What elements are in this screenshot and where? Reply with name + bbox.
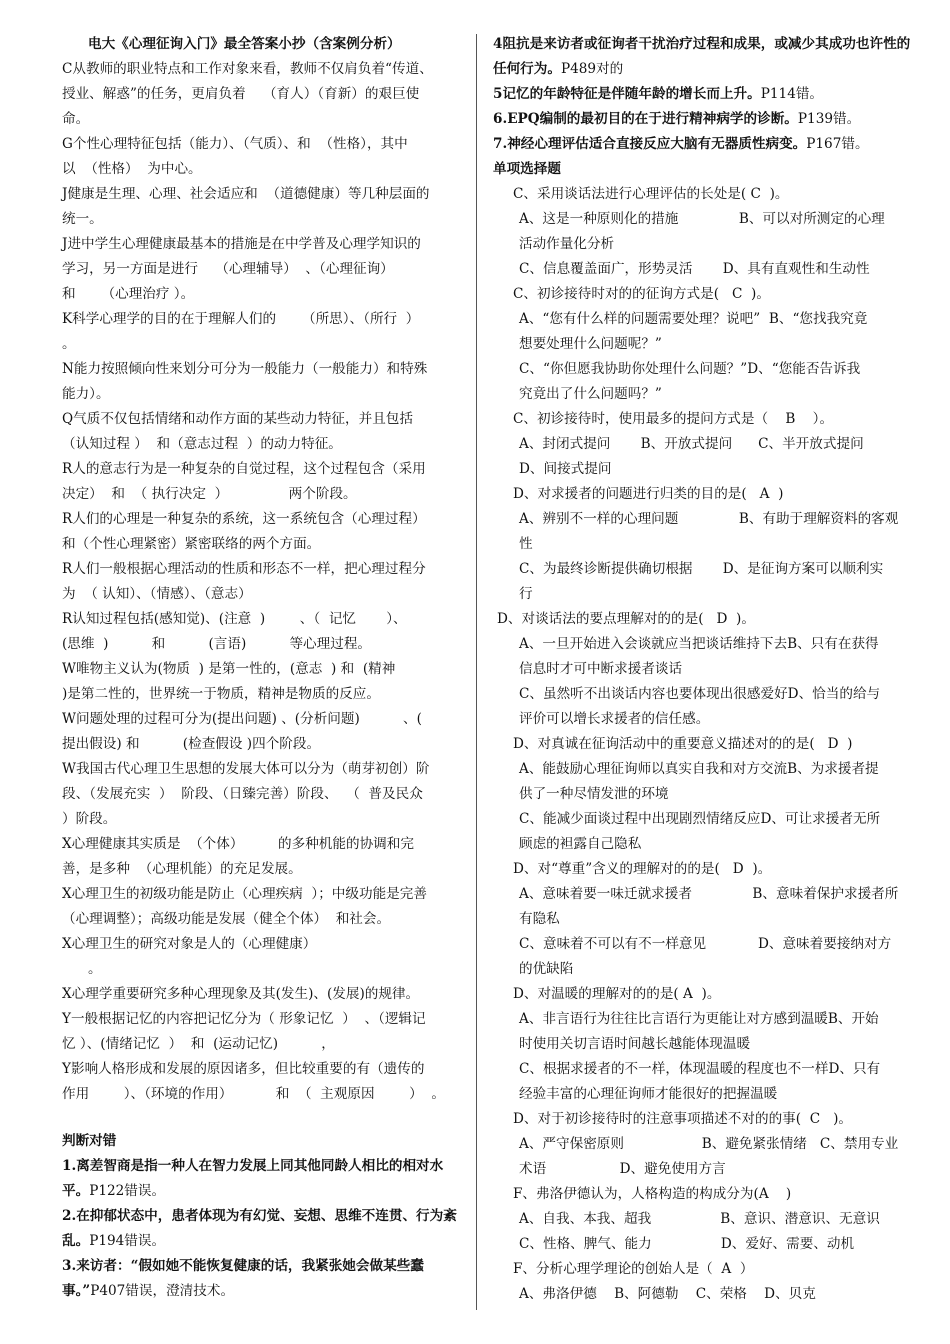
question-line: D、对谈话法的要点理解对的的是( D )。 [497,611,755,627]
option-line: C、为最终诊断提供确切根据 D、是征询方案可以顺利实 [519,561,884,577]
option-line: 信息时才可中断求援者谈话 [519,661,683,677]
text-line: X心理卫生的研究对象是人的（心理健康） [62,936,317,952]
text-line: R认知过程包括(感知觉)、(注意 ) 、（ 记忆 ）、 [62,611,407,627]
column-divider [476,34,477,1310]
judge-question: 3.来访者：“假如她不能恢复健康的话，我紧张她会做某些蠢事。” [62,1258,424,1299]
judge-question: 5记忆的年龄特征是伴随年龄的增长而上升。 [493,86,761,102]
question-line: D、对真诚在征询活动中的重要意义描述对的的是( D ) [513,736,853,752]
text-line: 以 （性格） 为中心。 [62,161,202,177]
document-title: 电大《心理征询入门》最全答案小抄（含案例分析） [88,36,401,52]
option-line: C、意味着不可以有不一样意见 D、意味着要接纳对方 [519,936,892,952]
text-line: 善，是多种 （心理机能）的充足发展。 [62,861,302,877]
option-line: C、信息覆盖面广，形势灵活 D、具有直观性和生动性 [519,261,870,277]
text-line: （认知过程 ） 和（意志过程 ）的动力特征。 [62,436,342,452]
text-line: R人的意志行为是一种复杂的自觉过程，这个过程包含（采用 [62,461,426,477]
text-line: 提出假设) 和 (检查假设 )四个阶段。 [62,736,321,752]
judge-item [62,1254,457,1304]
judge-answer: P114错。 [760,86,824,102]
text-line: C从教师的职业特点和工作对象来看，教师不仅肩负着“传道、 [62,61,433,77]
text-line: )是第二性的，世界统一于物质，精神是物质的反应。 [62,686,380,702]
option-line: D、间接式提问 [519,461,612,477]
option-line: C、性格、脾气、能力 D、爱好、需要、动机 [519,1236,855,1252]
text-line: J进中学生心理健康最基本的措施是在中学普及心理学知识的 [62,236,421,252]
judge-item [493,107,911,132]
judge-answer: P122错误。 [89,1183,166,1199]
judge-question: 7.神经心理评估适合直接反应大脑有无器质性病变。 [493,136,807,152]
option-line: A、自我、本我、超我 B、意识、潜意识、无意识 [519,1211,880,1227]
judge-answer: P194错误。 [89,1233,166,1249]
option-line: 供了一种尽情发泄的环境 [519,786,669,802]
option-line: 时使用关切言语时间越长越能体现温暖 [519,1036,751,1052]
right-column [493,32,911,1307]
left-column [62,32,457,1304]
judge-answer: P139错。 [797,111,861,127]
option-line: 有隐私 [519,911,560,927]
text-line: 。 [62,961,102,977]
option-line: A、这是一种原则化的措施 B、可以对所测定的心理 [519,211,885,227]
judge-item [62,1204,457,1254]
text-line: W唯物主义认为(物质 ) 是第一性的，(意志 ) 和 (精神 [62,661,396,677]
text-line: 作用 ）、（环境的作用） 和 （ 主观原因 ） 。 [62,1086,445,1102]
option-line: 究竟出了什么问题吗？” [519,386,662,402]
option-line: A、严守保密原则 B、避免紧张情绪 C、禁用专业 [519,1136,899,1152]
text-line: G个性心理特征包括（能力）、（气质）、和 （性格），其中 [62,136,408,152]
text-line: 和 （心理治疗 ）。 [62,286,195,302]
text-line: 为 （ 认知）、（情感）、（意志） [62,586,252,602]
text-line: X心理卫生的初级功能是防止（心理疾病 ）；中级功能是完善 [62,886,427,902]
text-line: R人们的心理是一种复杂的系统，这一系统包含（心理过程） [62,511,426,527]
text-line: 。 [62,336,76,352]
spacer [62,1107,457,1129]
choice-section [493,182,911,1307]
option-line: A、弗洛伊德 B、阿德勒 C、荣格 D、贝克 [519,1286,816,1302]
option-line: A、一旦开始进入会谈就应当把谈话维持下去B、只有在获得 [519,636,879,652]
option-line: C、“你但愿我协助你处理什么问题？”D、“您能否告诉我 [519,361,861,377]
option-line: A、意味着要一味迁就求援者 B、意味着保护求援者所 [519,886,899,902]
question-line: C、采用谈话法进行心理评估的长处是( C )。 [513,186,789,202]
question-line: C、初诊接待时对的的征询方式是( C )。 [513,286,770,302]
text-line: W问题处理的过程可分为(提出问题) 、(分析问题) 、( [62,711,422,727]
option-line: A、能鼓励心理征询师以真实自我和对方交流B、为求援者提 [519,761,879,777]
judge-question: 1.离差智商是指一种人在智力发展上同其他同龄人相比的相对水平。 [62,1158,444,1199]
text-line: N能力按照倾向性来划分可分为一般能力（一般能力）和特殊 [62,361,428,377]
text-line: X心理健康其实质是 （个体） 的多种机能的协调和完 [62,836,414,852]
text-line: 决定） 和 （ 执行决定 ） 两个阶段。 [62,486,357,502]
text-line: 统一。 [62,211,103,227]
option-line: A、封闭式提问 B、开放式提问 C、半开放式提问 [519,436,864,452]
question-line: C、初诊接待时，使用最多的提问方式是（ B ）。 [513,411,834,427]
text-line: 能力）。 [62,386,110,402]
question-line: F、分析心理学理论的创始人是（ A ） [513,1261,754,1277]
option-line: 行 [519,586,533,602]
judge-answer: P167错。 [806,136,869,152]
question-line: D、对温暖的理解对的的是( A )。 [513,986,721,1002]
text-line: (思维 ) 和 (言语) 等心理过程。 [62,636,372,652]
text-line: W我国古代心理卫生思想的发展大体可以分为（萌芽初创）阶 [62,761,430,777]
text-line: 授业、解惑”的任务，更肩负着 （育人）（育新）的艰巨使 [62,86,420,102]
text-line: J健康是生理、心理、社会适应和 （道德健康）等几种层面的 [62,186,430,202]
text-line: Y一般根据记忆的内容把记忆分为（ 形象记忆 ） 、（逻辑记 [62,1011,426,1027]
option-line: A、辨别不一样的心理问题 B、有助于理解资料的客观 [519,511,899,527]
text-line: Y影响人格形成和发展的原因诸多，但比较重要的有（遗传的 [62,1061,425,1077]
option-line: 性 [519,536,533,552]
option-line: 评价可以增长求援者的信任感。 [519,711,710,727]
option-line: 活动作量化分析 [519,236,615,252]
option-line: 术语 D、避免使用方言 [519,1161,726,1177]
judge-heading: 判断对错 [62,1133,117,1149]
text-line: 学习，另一方面是进行 （心理辅导） 、（心理征询） [62,261,394,277]
question-line: D、对求援者的问题进行归类的目的是( A ) [513,486,784,502]
option-line: 想要处理什么问题呢？” [519,336,662,352]
option-line: 的优缺陷 [519,961,574,977]
judge-question: 6.EPQ编制的最初目的在于进行精神病学的诊断。 [493,111,798,127]
judge-section-continued [493,32,911,157]
text-line: 段、（发展充实 ） 阶段、（日臻完善）阶段、 （ 普及民众 [62,786,423,802]
choice-heading: 单项选择题 [493,161,561,177]
option-line: C、能减少面谈过程中出现剧烈情绪反应D、可让求援者无所 [519,811,881,827]
question-line: D、对于初诊接待时的注意事项描述不对的的事( C )。 [513,1111,852,1127]
judge-question: 2.在抑郁状态中，患者体现为有幻觉、妄想、思维不连贯、行为紊乱。 [62,1208,457,1249]
question-line: D、对“尊重”含义的理解对的的是( D )。 [513,861,772,877]
text-line: R人们一般根据心理活动的性质和形态不一样，把心理过程分 [62,561,426,577]
option-line: C、虽然听不出谈话内容也要体现出很感爱好D、恰当的给与 [519,686,881,702]
judge-question: 4阻抗是来访者或征询者干扰治疗过程和成果，或减少其成功也许性的任何行为。 [493,36,911,77]
question-line: F、弗洛伊德认为，人格构造的构成分为(A ) [513,1186,792,1202]
judge-answer: P489对的 [560,61,624,77]
fill-in-section [62,57,457,1107]
judge-item [493,82,911,107]
text-line: X心理学重要研究多种心理现象及其(发生)、(发展)的规律。 [62,986,420,1002]
option-line: A、非言语行为往往比言语行为更能让对方感到温暖B、开始 [519,1011,879,1027]
option-line: 经验丰富的心理征询师才能很好的把握温暖 [519,1086,778,1102]
text-line: ）阶段。 [62,811,117,827]
text-line: 和（个性心理紧密）紧密联络的两个方面。 [62,536,321,552]
judge-item [493,132,911,157]
option-line: C、根据求援者的不一样，体现温暖的程度也不一样D、只有 [519,1061,881,1077]
judge-item [493,32,911,82]
option-line: A、“您有什么样的问题需要处理？说吧” B、“您找我究竟 [519,311,868,327]
text-line: K科学心理学的目的在于理解人们的 （所思）、（所行 ） [62,311,420,327]
judge-answer: P407错误，澄清技术。 [90,1283,235,1299]
text-line: 忆 ）、(情绪记忆 ） 和 (运动记忆) ， [62,1036,335,1052]
option-line: 顾虑的袒露自己隐私 [519,836,642,852]
judge-item [62,1154,457,1204]
text-line: （心理调整）；高级功能是发展（健全个体） 和社会。 [62,911,391,927]
judge-section [62,1154,457,1304]
text-line: Q气质不仅包括情绪和动作方面的某些动力特征，并且包括 [62,411,413,427]
text-line: 命。 [62,111,90,127]
